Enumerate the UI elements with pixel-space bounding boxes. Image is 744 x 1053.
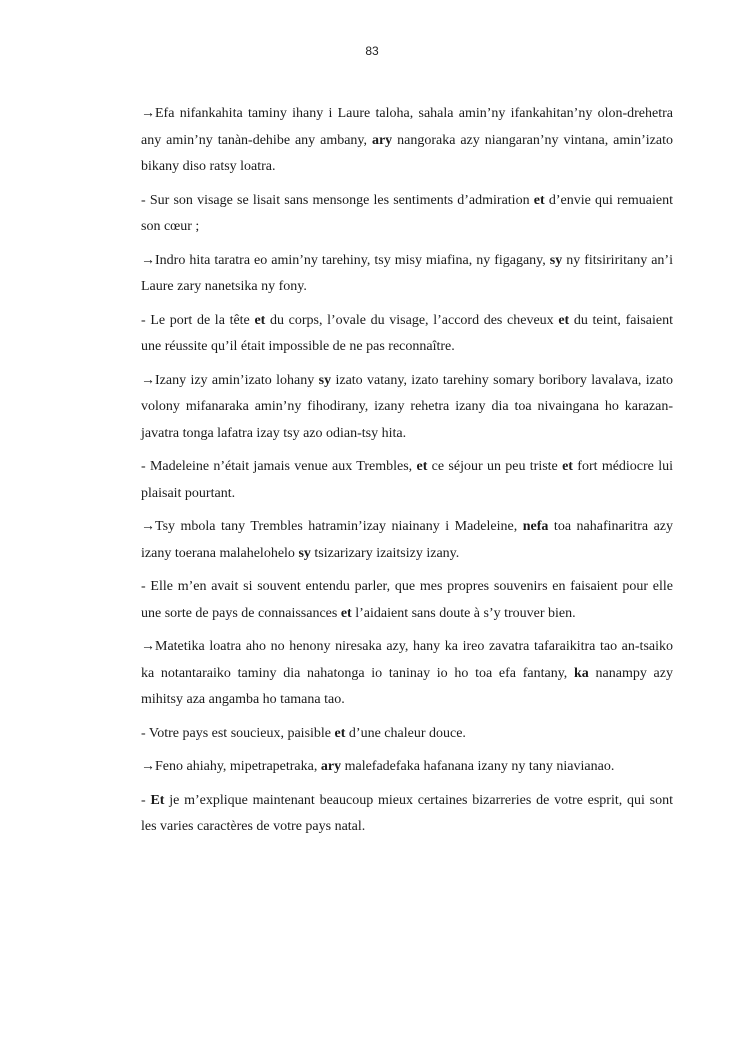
bold-connector: ary xyxy=(371,132,393,148)
text-segment: d’envie qui remuaient son cœur ; xyxy=(141,192,674,234)
text-segment: toa nahafinaritra azy izany toerana malahelohelo xyxy=(141,519,673,561)
text-segment: l’aidaient sans doute à s’y trouver bien. xyxy=(351,605,576,621)
bold-connector: et xyxy=(533,192,545,208)
translation-paragraph xyxy=(141,368,673,448)
text-segment: - Sur son visage se lisait sans mensonge les sentiments d’admiration xyxy=(141,192,534,208)
text-segment: - Madeleine n’était jamais venue aux Trembles, xyxy=(141,459,417,474)
text-segment: - Votre pays est soucieux, paisible xyxy=(141,725,335,741)
source-paragraph xyxy=(141,454,673,507)
text-segment: →Indro hita taratra eo amin’ny tarehiny, tsy misy miafina, ny figagany, xyxy=(141,252,550,268)
text-segment: - xyxy=(141,792,151,808)
text-segment: →Izany izy amin’izato lohany xyxy=(141,372,319,388)
text-segment: →Tsy mbola tany Trembles hatramin’izay niainany i Madeleine, xyxy=(141,519,523,534)
text-segment: - Elle m’en avait si souvent entendu parler, que mes propres souvenirs en faisaient pour elle une sorte de pays de connaissances xyxy=(141,579,673,621)
source-paragraph xyxy=(141,308,673,361)
text-segment: du teint, faisaient une réussite qu’il était impossible de ne pas reconnaître. xyxy=(141,312,673,354)
translation-paragraph xyxy=(141,248,673,301)
bold-connector: et xyxy=(416,459,428,474)
bold-connector: et xyxy=(562,459,573,474)
bold-connector: et xyxy=(558,312,570,328)
text-segment: je m’explique maintenant beaucoup mieux certaines bizarreries de votre esprit, qui sont les varies caractères de votre pays natal. xyxy=(141,792,673,834)
bold-connector: sy xyxy=(298,545,311,561)
source-paragraph xyxy=(141,788,673,841)
text-segment: du corps, l’ovale du visage, l’accord des cheveux xyxy=(265,312,559,328)
bold-connector: ary xyxy=(320,759,342,774)
bold-connector: et xyxy=(334,725,346,741)
text-segment: ny fitsiriritany an’i Laure zary nanetsika ny fony. xyxy=(141,252,673,294)
source-paragraph xyxy=(141,574,673,627)
text-segment: ce séjour un peu triste xyxy=(427,459,563,474)
text-segment: d’une chaleur douce. xyxy=(345,725,466,741)
bold-connector: Et xyxy=(150,792,165,808)
source-paragraph xyxy=(141,721,673,748)
text-segment: tsizarizary izaitsizy izany. xyxy=(310,545,460,561)
bold-connector: sy xyxy=(549,252,563,268)
bold-connector: sy xyxy=(318,372,332,388)
bold-connector: ka xyxy=(574,665,589,681)
text-segment: nanampy azy mihitsy aza angamba ho tamana tao. xyxy=(141,665,673,707)
page-number: 83 xyxy=(365,44,379,58)
translation-paragraph xyxy=(141,101,673,181)
bold-connector: nefa xyxy=(522,519,549,534)
text-segment: →Efa nifankahita taminy ihany i Laure taloha, sahala amin’ny ifankahitan’ny olon-drehetra any amin’ny tanàn-dehibe any ambany, xyxy=(141,106,673,148)
text-segment: - Le port de la tête xyxy=(141,312,255,328)
source-paragraph xyxy=(141,188,673,241)
translation-paragraph xyxy=(141,514,673,567)
text-segment: malefadefaka hafanana izany ny tany niavianao. xyxy=(341,759,615,774)
translation-paragraph xyxy=(141,634,673,714)
translation-paragraph xyxy=(141,754,673,781)
bold-connector: et xyxy=(254,312,266,328)
bold-connector: et xyxy=(340,605,352,621)
text-segment: →Matetika loatra aho no henony niresaka azy, hany ka ireo zavatra tafaraikitra tao an-tsaiko ka notantaraiko taminy dia nahatonga io taninay io ho toa efa fantany, xyxy=(141,639,673,681)
text-segment: nangoraka azy niangaran’ny vintana, amin’izato bikany diso ratsy loatra. xyxy=(141,132,673,174)
text-segment: fort médiocre lui plaisait pourtant. xyxy=(141,459,673,501)
text-segment: izato vatany, izato tarehiny somary boribory lavalava, izato volony mifanaraka amin’ny fihodirany, izany rehetra izany dia toa nivaingana ho karazan-javatra tonga lafatra izay tsy azo odian-tsy hita. xyxy=(141,372,673,441)
text-segment: →Feno ahiahy, mipetrapetraka, xyxy=(141,759,321,774)
document-body xyxy=(141,101,673,848)
